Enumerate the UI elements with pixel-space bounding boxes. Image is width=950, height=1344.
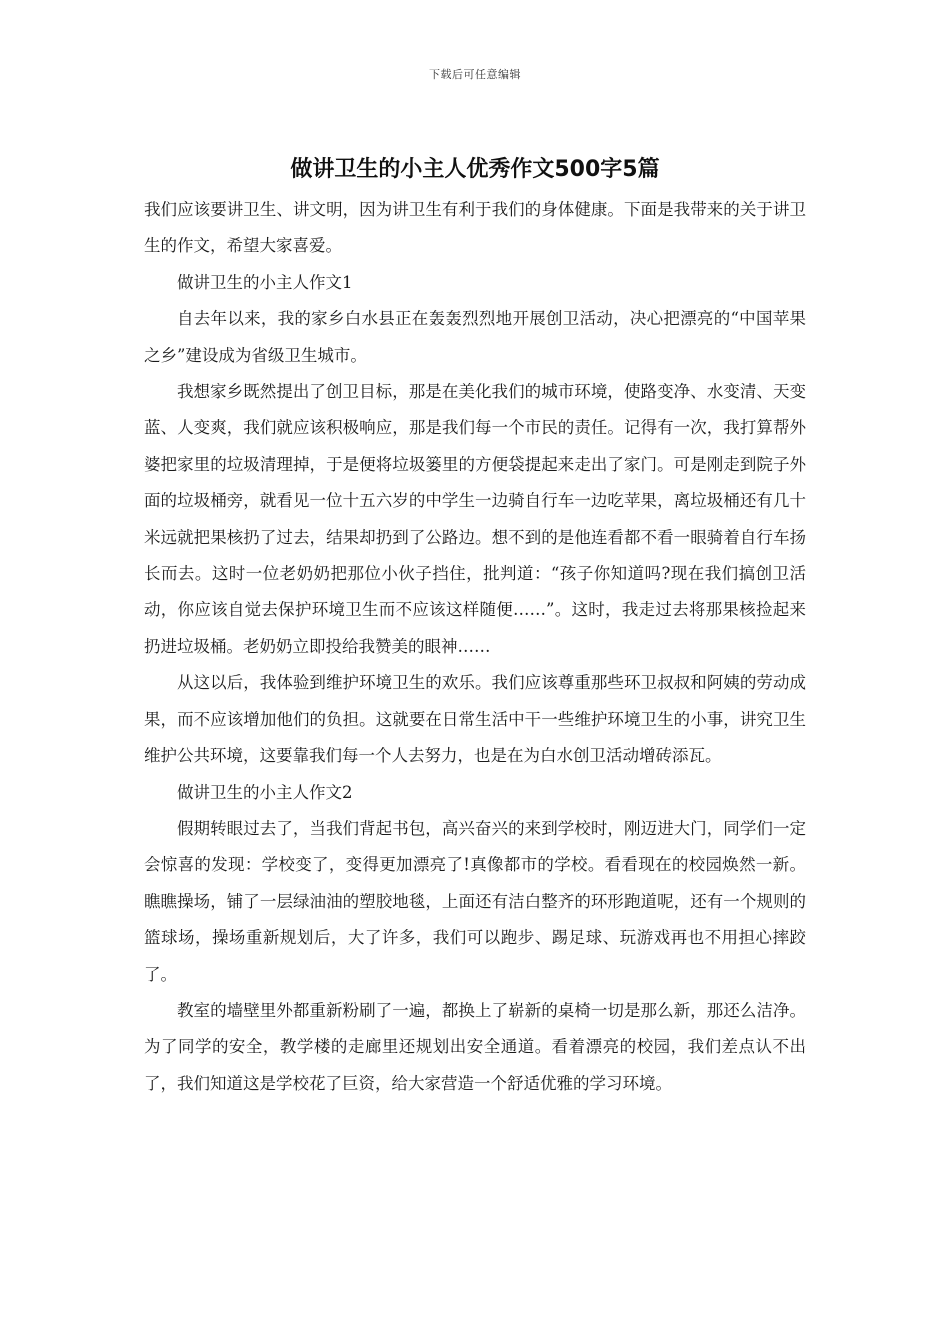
section-heading-essay-1: 做讲卫生的小主人作文1 <box>177 272 353 292</box>
paragraph: 假期转眼过去了，当我们背起书包，高兴奋兴的来到学校时，刚迈进大门，同学们一定会惊喜的发现：学校变了，变得更加漂亮了!真像都市的学校。看看现在的校园焕然一新。瞧瞧操场，铺了一层绿油油的塑胶地毯，上面还有洁白整齐的环形跑道呢，还有一个规则的篮球场，操场重新规划后，大了许多，我们可以跑步、踢足球、玩游戏再也不用担心摔跤了。 <box>144 818 806 984</box>
document-title: 做讲卫生的小主人优秀作文500字5篇 <box>290 157 660 182</box>
paragraph: 从这以后，我体验到维护环境卫生的欢乐。我们应该尊重那些环卫叔叔和阿姨的劳动成果，而不应该增加他们的负担。这就要在日常生活中干一些维护环境卫生的小事，讲究卫生维护公共环境，这要靠我们每一个人去努力，也是在为白水创卫活动增砖添瓦。 <box>144 673 806 766</box>
paragraph: 自去年以来，我的家乡白水县正在轰轰烈烈地开展创卫活动，决心把漂亮的“中国苹果之乡”建设成为省级卫生城市。 <box>144 309 806 365</box>
header-note: 下载后可任意编辑 <box>429 68 521 81</box>
paragraph: 教室的墙壁里外都重新粉刷了一遍，都换上了崭新的桌椅一切是那么新，那还么洁净。为了同学的安全，教学楼的走廊里还规划出安全通道。看着漂亮的校园，我们差点认不出了，我们知道这是学校花了巨资，给大家营造一个舒适优雅的学习环境。 <box>144 1000 806 1093</box>
document-body <box>144 192 806 1102</box>
paragraph-intro: 我们应该要讲卫生、讲文明，因为讲卫生有利于我们的身体健康。下面是我带来的关于讲卫生的作文，希望大家喜爱。 <box>144 200 806 256</box>
section-heading-essay-2: 做讲卫生的小主人作文2 <box>177 782 353 802</box>
paragraph: 我想家乡既然提出了创卫目标，那是在美化我们的城市环境，使路变净、水变清、天变蓝、人变爽，我们就应该积极响应，那是我们每一个市民的责任。记得有一次，我打算帮外婆把家里的垃圾清理掉，于是便将垃圾篓里的方便袋提起来走出了家门。可是刚走到院子外面的垃圾桶旁，就看见一位十五六岁的中学生一边骑自行车一边吃苹果，离垃圾桶还有几十米远就把果核扔了过去，结果却扔到了公路边。想不到的是他连看都不看一眼骑着自行车扬长而去。这时一位老奶奶把那位小伙子挡住，批判道：“孩子你知道吗?现在我们搞创卫活动，你应该自觉去保护环境卫生而不应该这样随便……”。这时，我走过去将那果核捡起来扔进垃圾桶。老奶奶立即投给我赞美的眼神…… <box>144 382 806 656</box>
